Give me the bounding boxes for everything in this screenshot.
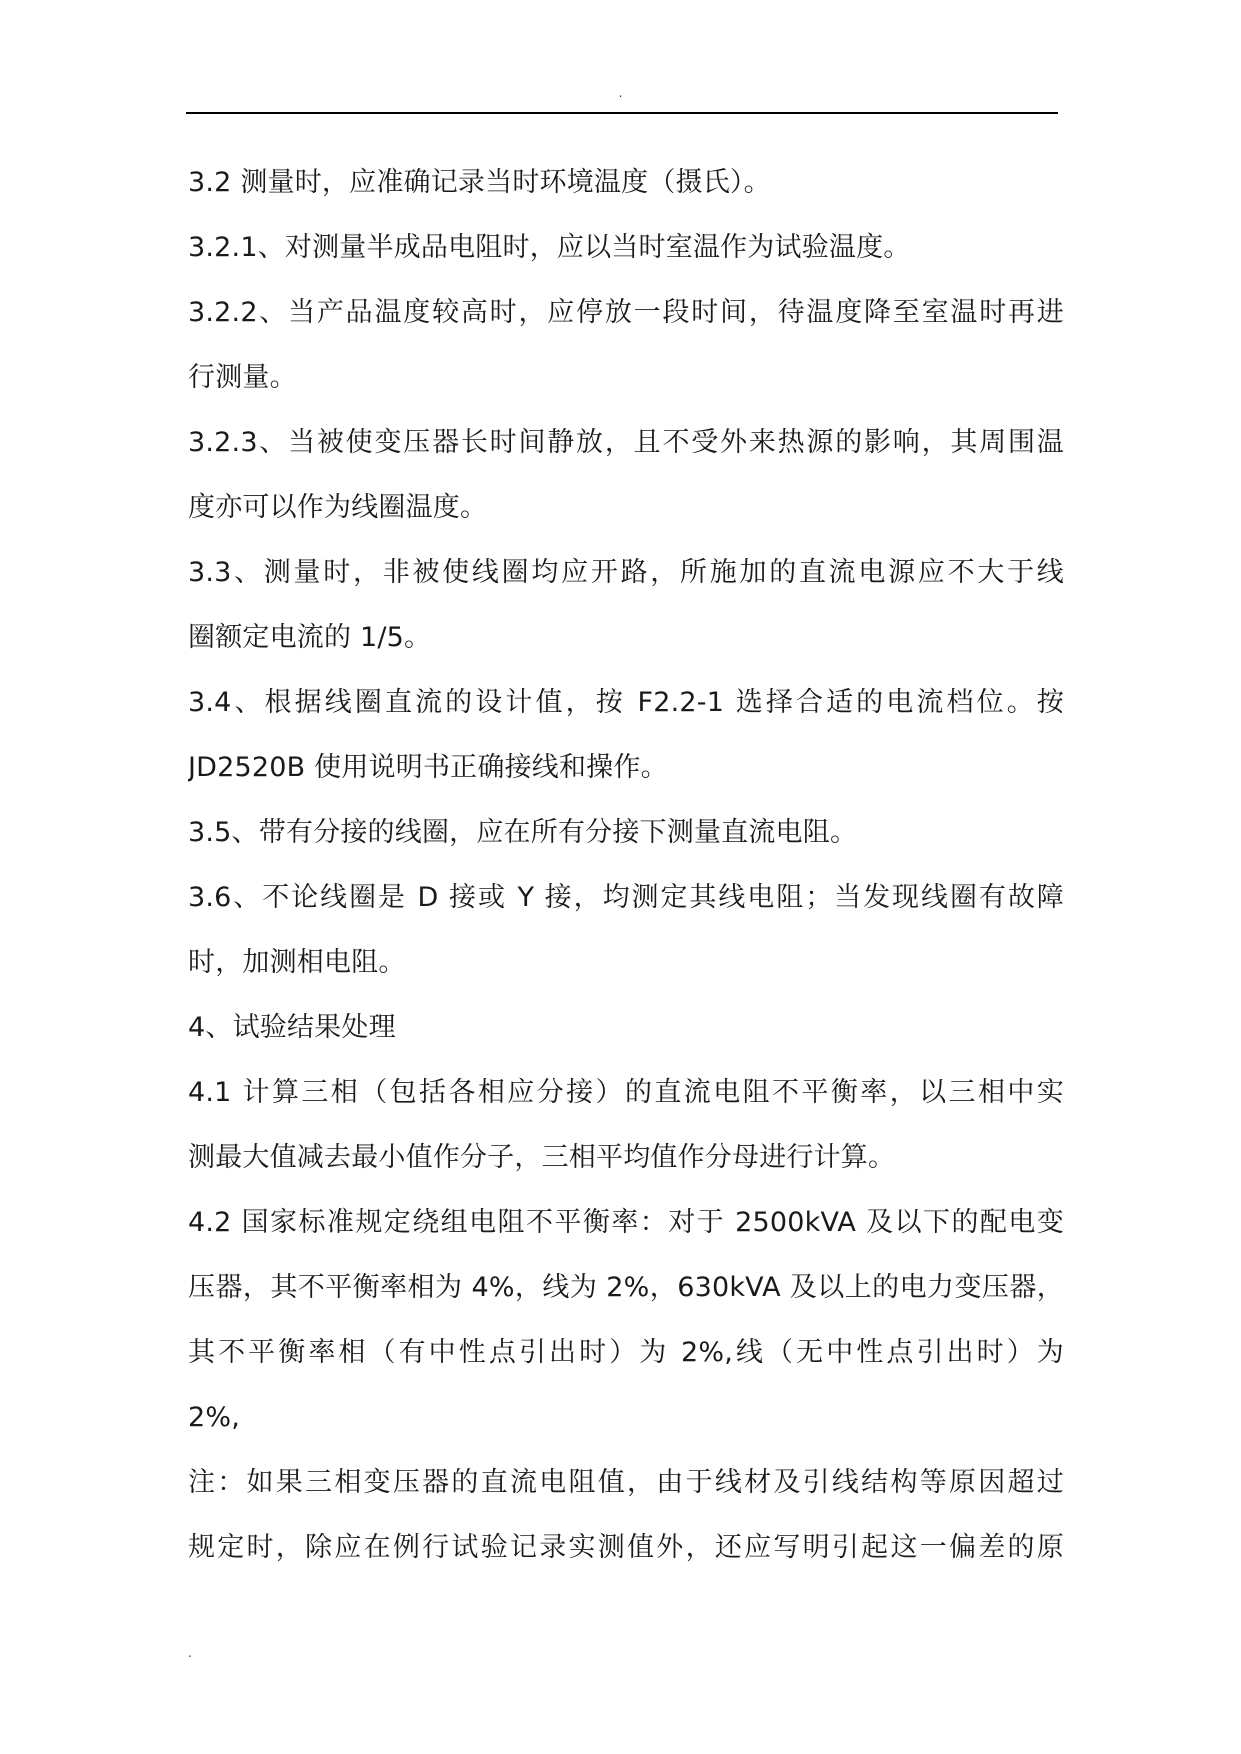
- footer-mark: .: [188, 1646, 192, 1660]
- text-line: 3.2.3、当被使变压器长时间静放，且不受外来热源的影响，其周围温: [188, 427, 1064, 458]
- text-line: 2%,: [188, 1402, 241, 1433]
- header-mark: .: [618, 86, 623, 100]
- header-rule: [186, 112, 1058, 114]
- text-line: 测最大值减去最小值作分子，三相平均值作分母进行计算。: [188, 1142, 896, 1173]
- text-line: 时，加测相电阻。: [188, 947, 406, 978]
- text-line: 3.2.2、当产品温度较高时，应停放一段时间，待温度降至室温时再进: [188, 297, 1064, 328]
- text-line: 其不平衡率相（有中性点引出时）为 2%,线（无中性点引出时）为: [188, 1337, 1064, 1368]
- text-line: 3.5、带有分接的线圈，应在所有分接下测量直流电阻。: [188, 817, 858, 848]
- text-line: 注：如果三相变压器的直流电阻值，由于线材及引线结构等原因超过: [188, 1467, 1064, 1498]
- text-line: 行测量。: [188, 362, 297, 393]
- text-line: 压器，其不平衡率相为 4%，线为 2%，630kVA 及以上的电力变压器，: [188, 1272, 1064, 1303]
- text-line: 4.2 国家标准规定绕组电阻不平衡率：对于 2500kVA 及以下的配电变: [188, 1207, 1064, 1238]
- text-line: 度亦可以作为线圈温度。: [188, 492, 488, 523]
- text-line: 3.6、不论线圈是 D 接或 Y 接，均测定其线电阻；当发现线圈有故障: [188, 882, 1064, 913]
- text-line: JD2520B 使用说明书正确接线和操作。: [188, 752, 668, 783]
- text-line: 圈额定电流的 1/5。: [188, 622, 432, 653]
- text-line: 3.3、测量时，非被使线圈均应开路，所施加的直流电源应不大于线: [188, 557, 1064, 588]
- text-line: 4.1 计算三相（包括各相应分接）的直流电阻不平衡率，以三相中实: [188, 1077, 1064, 1108]
- section-heading: 4、试验结果处理: [188, 1012, 396, 1043]
- text-line: 3.4、根据线圈直流的设计值，按 F2.2-1 选择合适的电流档位。按: [188, 687, 1064, 718]
- text-line: 规定时，除应在例行试验记录实测值外，还应写明引起这一偏差的原: [188, 1532, 1064, 1563]
- text-line: 3.2.1、对测量半成品电阻时，应以当时室温作为试验温度。: [188, 232, 911, 263]
- text-line: 3.2 测量时，应准确记录当时环境温度（摄氏）。: [188, 167, 771, 198]
- document-body: [188, 150, 1064, 1580]
